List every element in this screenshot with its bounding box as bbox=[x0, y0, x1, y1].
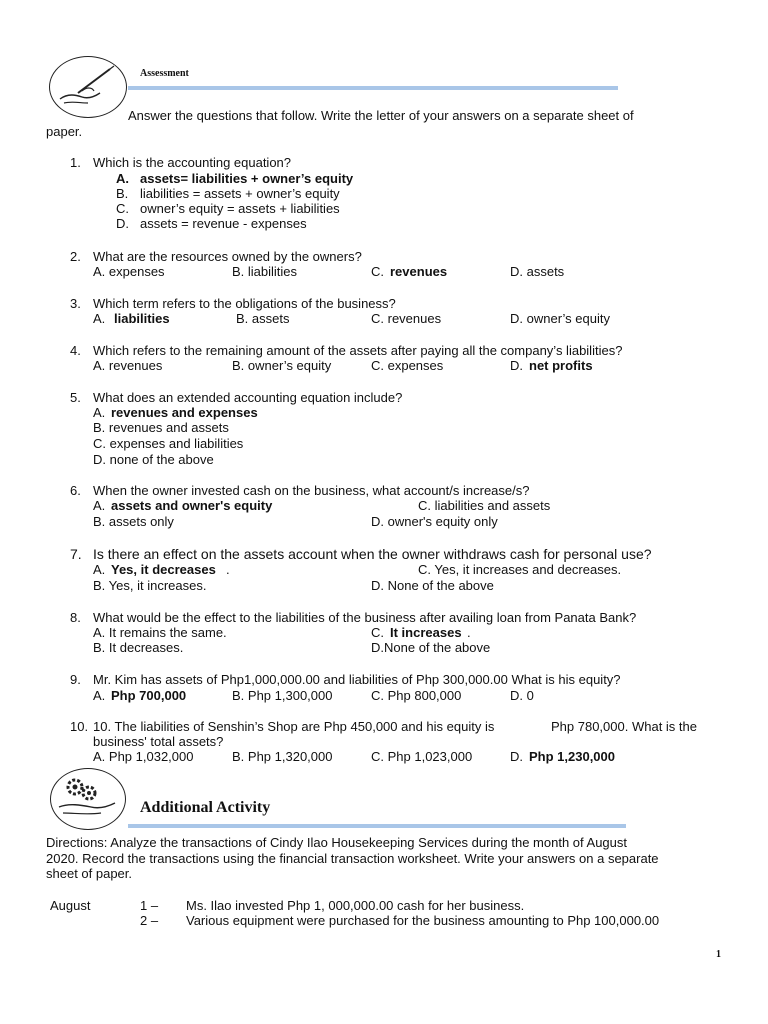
option: C. Yes, it increases and decreases. bbox=[418, 562, 622, 577]
option: D.None of the above bbox=[371, 640, 491, 655]
header-rule bbox=[128, 86, 618, 90]
option: B. assets bbox=[236, 311, 290, 326]
hand-writing-pencil-icon bbox=[49, 56, 127, 118]
option-letter: C. bbox=[116, 201, 129, 216]
transaction-text: Various equipment were purchased for the business amounting to Php 100,000.00 bbox=[186, 913, 660, 928]
question-number: 1. bbox=[70, 155, 81, 170]
option: D. 0 bbox=[510, 688, 534, 703]
option: D. owner's equity only bbox=[371, 514, 498, 529]
question-text: Which term refers to the obligations of the business? bbox=[93, 296, 396, 311]
option: D. none of the above bbox=[93, 452, 214, 467]
option: C. bbox=[371, 625, 384, 640]
option-punct: . bbox=[226, 562, 230, 577]
additional-activity-title: Additional Activity bbox=[140, 799, 271, 816]
question-text: What would be the effect to the liabilities of the business after availing loan from Panata Bank? bbox=[93, 610, 637, 625]
question-number: 4. bbox=[70, 343, 81, 358]
transaction-text: Ms. Ilao invested Php 1, 000,000.00 cash for her business. bbox=[186, 898, 525, 913]
page-number: 1 bbox=[716, 949, 721, 960]
option-letter: A. bbox=[116, 171, 129, 186]
question-text-line2: business' total assets? bbox=[93, 734, 224, 749]
option-letter: B. bbox=[116, 186, 129, 201]
option: A. It remains the same. bbox=[93, 625, 227, 640]
question-number: 7. bbox=[70, 546, 82, 562]
month-label: August bbox=[50, 898, 91, 913]
option: A. expenses bbox=[93, 264, 165, 279]
option: A. revenues bbox=[93, 358, 163, 373]
option: D. bbox=[510, 749, 523, 764]
option-answer: revenues and expenses bbox=[111, 405, 258, 420]
question-number: 10. bbox=[70, 719, 89, 734]
option-letter: D. bbox=[116, 216, 129, 231]
question-number: 8. bbox=[70, 610, 81, 625]
transaction-day: 1 – bbox=[140, 898, 159, 913]
option: C. expenses bbox=[371, 358, 444, 373]
option: A. Php 1,032,000 bbox=[93, 749, 194, 764]
option-answer: assets and owner's equity bbox=[111, 498, 273, 513]
question-text-continued: Php 780,000. What is the bbox=[551, 719, 697, 734]
option-answer: Php 700,000 bbox=[111, 688, 187, 703]
option: D. None of the above bbox=[371, 578, 494, 593]
option-answer: It increases bbox=[390, 625, 462, 640]
question-number: 6. bbox=[70, 483, 81, 498]
question-number: 5. bbox=[70, 390, 81, 405]
option: B. Php 1,300,000 bbox=[232, 688, 333, 703]
option-answer: revenues bbox=[390, 264, 448, 279]
directions-line-3: sheet of paper. bbox=[46, 866, 133, 881]
intro-line-2: paper. bbox=[46, 124, 83, 139]
gears-in-hand-icon bbox=[50, 768, 126, 830]
intro-line-1: Answer the questions that follow. Write the letter of your answers on a separate sheet of bbox=[128, 108, 634, 123]
additional-rule bbox=[128, 824, 626, 828]
question-text: What does an extended accounting equation include? bbox=[93, 390, 403, 405]
option: D. assets bbox=[510, 264, 565, 279]
option: B. liabilities bbox=[232, 264, 298, 279]
question-text: Which refers to the remaining amount of the assets after paying all the company’s liabilities? bbox=[93, 343, 623, 358]
question-text: Which is the accounting equation? bbox=[93, 155, 292, 170]
option: D. bbox=[510, 358, 523, 373]
question-number: 3. bbox=[70, 296, 81, 311]
option: B. Yes, it increases. bbox=[93, 578, 207, 593]
option-answer: Php 1,230,000 bbox=[529, 749, 615, 764]
option: C. bbox=[371, 264, 384, 279]
option: B. revenues and assets bbox=[93, 420, 229, 435]
option-text: owner’s equity = assets + liabilities bbox=[140, 201, 340, 216]
option: A. bbox=[93, 562, 106, 577]
option: B. assets only bbox=[93, 514, 174, 529]
option-text: assets = revenue - expenses bbox=[140, 216, 307, 231]
option: C. revenues bbox=[371, 311, 442, 326]
question-text: 10. The liabilities of Senshin’s Shop are Php 450,000 and his equity is bbox=[93, 719, 495, 734]
question-text: What are the resources owned by the owners? bbox=[93, 249, 362, 264]
question-text: When the owner invested cash on the business, what account/s increase/s? bbox=[93, 483, 530, 498]
option: A. bbox=[93, 405, 106, 420]
option-text: assets= liabilities + owner’s equity bbox=[140, 171, 354, 186]
option: C. expenses and liabilities bbox=[93, 436, 244, 451]
option-answer: net profits bbox=[529, 358, 593, 373]
option-text: liabilities = assets + owner’s equity bbox=[140, 186, 340, 201]
option: B. Php 1,320,000 bbox=[232, 749, 333, 764]
option: C. Php 1,023,000 bbox=[371, 749, 473, 764]
question-number: 2. bbox=[70, 249, 81, 264]
option: C. liabilities and assets bbox=[418, 498, 551, 513]
option: A. bbox=[93, 311, 106, 326]
option: A. bbox=[93, 498, 106, 513]
option-punct: . bbox=[467, 625, 471, 640]
option-answer: Yes, it decreases bbox=[111, 562, 216, 577]
question-number: 9. bbox=[70, 672, 81, 687]
option-answer: liabilities bbox=[114, 311, 170, 326]
question-text: Is there an effect on the assets account when the owner withdraws cash for personal use? bbox=[93, 546, 652, 562]
directions-line-2: 2020. Record the transactions using the financial transaction worksheet. Write your answers on a separate bbox=[46, 851, 659, 866]
question-text: Mr. Kim has assets of Php1,000,000.00 and liabilities of Php 300,000.00 What is his equity? bbox=[93, 672, 621, 687]
option: B. It decreases. bbox=[93, 640, 184, 655]
option: B. owner’s equity bbox=[232, 358, 332, 373]
assessment-title: Assessment bbox=[140, 68, 189, 79]
directions-line-1: Directions: Analyze the transactions of Cindy Ilao Housekeeping Services during the month of August bbox=[46, 835, 627, 850]
option: A. bbox=[93, 688, 106, 703]
option: D. owner’s equity bbox=[510, 311, 610, 326]
transaction-day: 2 – bbox=[140, 913, 159, 928]
option: C. Php 800,000 bbox=[371, 688, 462, 703]
